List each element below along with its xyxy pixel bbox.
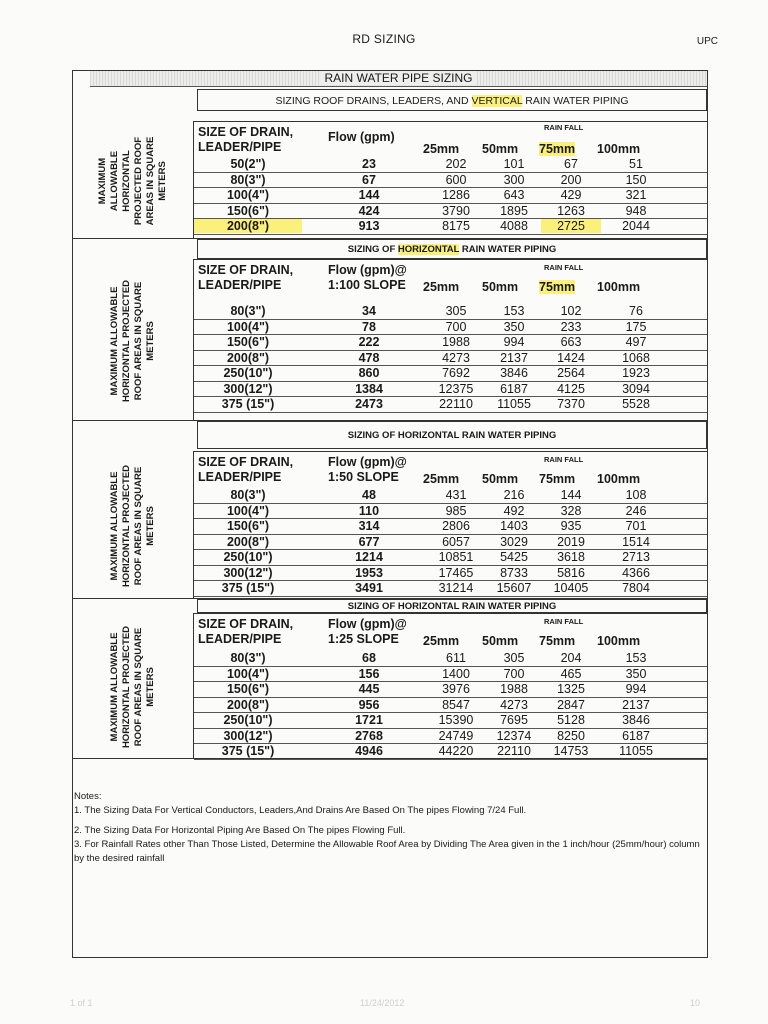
table-cell: 22110 — [439, 397, 473, 411]
table-cell: 4946 — [355, 744, 383, 758]
table-cell: 913 — [358, 219, 380, 233]
table-cell: 12375 — [438, 381, 474, 396]
header-50mm: 50mm — [482, 280, 519, 294]
table-row — [194, 681, 707, 698]
table-cell: 2725 — [541, 219, 601, 233]
table-cell: 700 — [503, 666, 525, 681]
table-cell: 1068 — [622, 350, 650, 365]
table-cell: 994 — [625, 682, 647, 696]
table-cell: 305 — [445, 304, 467, 318]
header-rain-fall: RAIN FALL — [544, 455, 584, 464]
header-100mm: 100mm — [597, 634, 641, 648]
table-cell: 4273 — [442, 350, 470, 365]
table-cell: 1384 — [355, 381, 383, 396]
table-cell: 8250 — [557, 728, 585, 743]
header-flow-2: 1:100 SLOPE — [328, 278, 406, 292]
table-cell: 250(10") — [223, 366, 273, 380]
header-flow: Flow (gpm)@ — [328, 455, 407, 469]
table-row — [194, 666, 707, 683]
header-rain-fall: RAIN FALL — [544, 263, 584, 272]
header-size: SIZE OF DRAIN, — [198, 617, 294, 631]
table-row — [194, 203, 707, 220]
data-table — [193, 259, 707, 420]
table-cell: 23 — [362, 157, 376, 171]
table-cell: 465 — [560, 666, 582, 681]
table-cell: 3846 — [500, 366, 528, 380]
table-cell: 10405 — [553, 581, 589, 595]
table-cell: 12374 — [496, 728, 532, 743]
table-cell: 300 — [503, 172, 525, 187]
header-75mm: 75mm — [539, 634, 576, 648]
table-row — [194, 534, 707, 551]
table-cell: 67 — [564, 157, 578, 171]
table-cell: 22110 — [497, 744, 531, 758]
table-cell: 101 — [503, 157, 525, 171]
side-label: MAXIMUM ALLOWABLE HORIZONTAL PROJECTED ROOF AREAS IN SQUARE METERS — [109, 279, 156, 403]
table-cell: 15607 — [496, 581, 532, 595]
table-cell: 305 — [503, 651, 525, 665]
table-cell: 200 — [560, 172, 582, 187]
header-flow-2: 1:50 SLOPE — [328, 470, 399, 484]
table-cell: 994 — [503, 335, 525, 349]
table-cell: 300(12") — [223, 728, 273, 743]
header-75mm: 75mm — [539, 142, 576, 156]
table-cell: 150 — [625, 172, 647, 187]
table-cell: 1214 — [355, 550, 383, 564]
table-row — [194, 396, 707, 413]
table-row — [194, 172, 707, 189]
table-cell: 1263 — [557, 203, 585, 218]
table-cell: 2019 — [557, 534, 585, 549]
table-cell: 328 — [560, 503, 582, 518]
header-25mm: 25mm — [423, 142, 460, 156]
table-cell: 643 — [503, 188, 525, 202]
note-3: 3. For Rainfall Rates other Than Those Listed, Determine the Allowable Roof Area by Dividing The Area given in the 1 inch/hour (25mm/hour) column by the desired rainfall — [74, 839, 700, 864]
table-cell: 2713 — [622, 550, 650, 564]
table-cell: 51 — [629, 157, 643, 171]
table-section-4 — [73, 599, 707, 759]
table-cell: 153 — [503, 304, 525, 318]
note-2: 2. The Sizing Data For Horizontal Piping Are Based On The pipes Flowing Full. — [74, 825, 406, 836]
table-row — [194, 187, 707, 204]
table-cell: 350 — [625, 666, 647, 681]
side-label-wrap — [73, 265, 193, 417]
table-cell: 2137 — [622, 697, 650, 712]
table-cell: 200(8") — [226, 534, 270, 549]
table-cell: 492 — [503, 503, 525, 518]
header-50mm: 50mm — [482, 142, 519, 156]
table-cell: 67 — [362, 172, 376, 187]
table-row — [194, 319, 707, 336]
table-cell: 663 — [560, 335, 582, 349]
header-100mm: 100mm — [597, 280, 641, 294]
data-table — [193, 613, 707, 758]
side-label-wrap — [73, 457, 193, 595]
table-cell: 1424 — [557, 350, 585, 365]
header-size-2: LEADER/PIPE — [198, 632, 282, 646]
table-cell: 600 — [445, 172, 467, 187]
table-cell: 100(4") — [226, 666, 270, 681]
table-row — [194, 743, 707, 760]
table-cell: 7804 — [622, 581, 650, 595]
section-subtitle: SIZING ROOF DRAINS, LEADERS, AND VERTICAL RAIN WATER PIPING — [197, 89, 707, 111]
notes-heading: Notes: — [74, 791, 102, 802]
table-cell: 5816 — [557, 565, 585, 580]
table-cell: 246 — [625, 503, 647, 518]
table-cell: 100(4") — [226, 503, 270, 518]
table-cell: 424 — [358, 203, 380, 218]
side-label-wrap — [73, 619, 193, 755]
header-rain-fall: RAIN FALL — [544, 617, 584, 626]
table-cell: 250(10") — [223, 550, 273, 564]
table-cell: 3846 — [622, 713, 650, 727]
table-cell: 4366 — [622, 565, 650, 580]
main-title-text: RAIN WATER PIPE SIZING — [321, 71, 475, 85]
table-cell: 233 — [560, 319, 582, 334]
side-label: MAXIMUM ALLOWABLE HORIZONTAL PROJECTED ROOF AREAS IN SQUARE METERS — [97, 136, 168, 226]
table-cell: 956 — [358, 697, 380, 712]
table-cell: 701 — [625, 519, 647, 533]
table-cell: 375 (15") — [221, 581, 275, 595]
page-title: RD SIZING — [352, 32, 416, 46]
table-cell: 431 — [445, 488, 467, 502]
table-cell: 108 — [625, 488, 647, 502]
table-cell: 4273 — [500, 697, 528, 712]
table-cell: 8733 — [500, 565, 528, 580]
table-cell: 4088 — [500, 219, 528, 233]
table-cell: 200(8") — [194, 219, 302, 233]
table-cell: 150(6") — [226, 335, 270, 349]
table-section-3 — [73, 421, 707, 599]
table-cell: 445 — [358, 682, 380, 696]
table-cell: 2137 — [500, 350, 528, 365]
section-subtitle: SIZING OF HORIZONTAL RAIN WATER PIPING — [197, 421, 707, 449]
table-row — [194, 549, 707, 566]
header-25mm: 25mm — [423, 472, 460, 486]
code-label: UPC — [696, 36, 718, 47]
table-cell: 375 (15") — [221, 744, 275, 758]
header-100mm: 100mm — [597, 142, 641, 156]
table-cell: 300(12") — [223, 565, 273, 580]
table-cell: 7370 — [557, 397, 585, 411]
table-row — [194, 712, 707, 729]
table-section-1 — [73, 86, 707, 239]
table-section-2 — [73, 239, 707, 421]
table-cell: 24749 — [438, 728, 474, 743]
table-row — [194, 381, 707, 398]
table-cell: 860 — [358, 366, 380, 380]
table-cell: 216 — [503, 488, 525, 502]
table-row — [194, 518, 707, 535]
table-cell: 15390 — [438, 713, 474, 727]
table-cell: 11055 — [497, 397, 531, 411]
table-cell: 80(3") — [230, 172, 266, 187]
table-cell: 6187 — [622, 728, 650, 743]
header-25mm: 25mm — [423, 634, 460, 648]
table-row — [194, 487, 707, 504]
table-cell: 150(6") — [226, 519, 270, 533]
table-cell: 429 — [560, 188, 582, 202]
table-row — [194, 350, 707, 367]
table-cell: 100(4") — [226, 188, 270, 202]
header-flow: Flow (gpm)@ — [328, 263, 407, 277]
table-cell: 2564 — [557, 366, 585, 380]
table-cell: 4125 — [557, 381, 585, 396]
table-cell: 50(2") — [230, 157, 266, 171]
table-row — [194, 728, 707, 745]
table-cell: 1988 — [442, 335, 470, 349]
table-cell: 7695 — [500, 713, 528, 727]
notes — [74, 790, 704, 866]
header-25mm: 25mm — [423, 280, 460, 294]
table-cell: 1514 — [622, 534, 650, 549]
table-cell: 44220 — [438, 744, 474, 758]
table-cell: 14753 — [553, 744, 589, 758]
table-cell: 100(4") — [226, 319, 270, 334]
table-cell: 985 — [445, 503, 467, 518]
table-cell: 300(12") — [223, 381, 273, 396]
table-cell: 68 — [362, 651, 376, 665]
table-cell: 17465 — [438, 565, 474, 580]
table-cell: 497 — [625, 335, 647, 349]
note-1: 1. The Sizing Data For Vertical Conductors, Leaders,And Drains Are Based On The pipes Flowing 7/24 Full. — [74, 805, 527, 816]
table-cell: 700 — [445, 319, 467, 334]
table-cell: 2044 — [622, 219, 650, 233]
table-cell: 8547 — [442, 697, 470, 712]
table-cell: 150(6") — [226, 203, 270, 218]
table-cell: 34 — [362, 304, 376, 318]
table-cell: 80(3") — [230, 651, 266, 665]
table-cell: 150(6") — [226, 682, 270, 696]
footer-right: 10 — [690, 998, 701, 1008]
header-100mm: 100mm — [597, 472, 641, 486]
table-cell: 314 — [358, 519, 380, 533]
table-cell: 1721 — [355, 713, 383, 727]
table-cell: 8175 — [442, 219, 470, 233]
table-row — [194, 156, 707, 173]
table-row — [194, 503, 707, 520]
footer-left: 1 of 1 — [70, 998, 93, 1008]
main-title — [90, 71, 707, 87]
header-size: SIZE OF DRAIN, — [198, 455, 294, 469]
table-cell: 611 — [446, 651, 466, 665]
table-cell: 250(10") — [223, 713, 273, 727]
table-cell: 3491 — [355, 581, 383, 595]
table-cell: 48 — [362, 488, 376, 502]
table-cell: 110 — [358, 503, 380, 518]
table-cell: 1400 — [442, 666, 470, 681]
side-label: MAXIMUM ALLOWABLE HORIZONTAL PROJECTED ROOF AREAS IN SQUARE METERS — [109, 464, 156, 588]
table-row — [194, 580, 707, 597]
table-cell: 3976 — [442, 682, 470, 696]
table-cell: 156 — [358, 666, 380, 681]
header-flow: Flow (gpm)@ — [328, 617, 407, 631]
table-cell: 6057 — [442, 534, 470, 549]
table-cell: 478 — [358, 350, 380, 365]
table-cell: 153 — [625, 651, 647, 665]
table-cell: 321 — [625, 188, 647, 202]
table-cell: 5528 — [622, 397, 650, 411]
table-cell: 76 — [629, 304, 643, 318]
table-row — [194, 650, 707, 667]
table-cell: 1895 — [500, 203, 528, 218]
table-cell: 1988 — [500, 682, 528, 696]
table-cell: 144 — [358, 188, 380, 202]
header-50mm: 50mm — [482, 472, 519, 486]
table-cell: 3029 — [500, 534, 528, 549]
table-cell: 6187 — [500, 381, 528, 396]
table-cell: 2473 — [355, 397, 383, 411]
table-cell: 78 — [362, 319, 376, 334]
table-cell: 80(3") — [230, 304, 266, 318]
header-rain-fall: RAIN FALL — [544, 123, 584, 132]
table-row — [194, 697, 707, 714]
table-cell: 3094 — [622, 381, 650, 396]
table-cell: 3790 — [442, 203, 470, 218]
table-cell: 1286 — [442, 188, 470, 202]
table-cell: 1923 — [622, 366, 650, 380]
table-cell: 3618 — [557, 550, 585, 564]
header-size: SIZE OF DRAIN, — [198, 263, 294, 277]
header-flow: Flow (gpm) — [328, 130, 395, 144]
table-cell: 1403 — [500, 519, 528, 533]
table-cell: 80(3") — [230, 488, 266, 502]
table-row — [194, 334, 707, 351]
table-cell: 31214 — [438, 581, 474, 595]
side-label: MAXIMUM ALLOWABLE HORIZONTAL PROJECTED ROOF AREAS IN SQUARE METERS — [109, 625, 156, 749]
table-cell: 202 — [445, 157, 467, 171]
table-cell: 200(8") — [226, 697, 270, 712]
table-cell: 222 — [358, 335, 380, 349]
table-row — [194, 218, 707, 235]
header-50mm: 50mm — [482, 634, 519, 648]
table-cell: 2768 — [355, 728, 383, 743]
table-cell: 11055 — [619, 744, 653, 758]
table-cell: 10851 — [438, 550, 474, 564]
header-75mm: 75mm — [539, 472, 576, 486]
table-cell: 1325 — [557, 682, 585, 696]
table-cell: 677 — [358, 534, 380, 549]
data-table — [193, 451, 707, 598]
table-cell: 2847 — [557, 697, 585, 712]
header-size-2: LEADER/PIPE — [198, 278, 282, 292]
table-row — [194, 565, 707, 582]
table-row — [194, 365, 707, 382]
footer-center: 11/24/2012 — [360, 998, 405, 1008]
section-subtitle: SIZING OF HORIZONTAL RAIN WATER PIPING — [197, 599, 707, 613]
table-cell: 204 — [560, 651, 582, 665]
header-size: SIZE OF DRAIN, — [198, 125, 294, 139]
table-cell: 948 — [625, 203, 647, 218]
table-cell: 5128 — [557, 713, 585, 727]
table-cell: 5425 — [500, 550, 528, 564]
section-subtitle: SIZING OF HORIZONTAL RAIN WATER PIPING — [197, 239, 707, 259]
table-cell: 350 — [503, 319, 525, 334]
table-cell: 935 — [560, 519, 582, 533]
table-cell: 7692 — [442, 366, 470, 380]
table-cell: 200(8") — [226, 350, 270, 365]
header-75mm: 75mm — [539, 280, 576, 294]
header-size-2: LEADER/PIPE — [198, 140, 282, 154]
table-cell: 375 (15") — [221, 397, 275, 411]
table-cell: 1953 — [355, 565, 383, 580]
header-flow-2: 1:25 SLOPE — [328, 632, 399, 646]
table-cell: 144 — [560, 488, 582, 502]
table-cell: 2806 — [442, 519, 470, 533]
side-label-wrap — [73, 127, 193, 235]
table-row — [194, 303, 707, 320]
header-size-2: LEADER/PIPE — [198, 470, 282, 484]
table-cell: 175 — [625, 319, 647, 334]
data-table — [193, 121, 707, 238]
table-cell: 102 — [560, 304, 582, 318]
